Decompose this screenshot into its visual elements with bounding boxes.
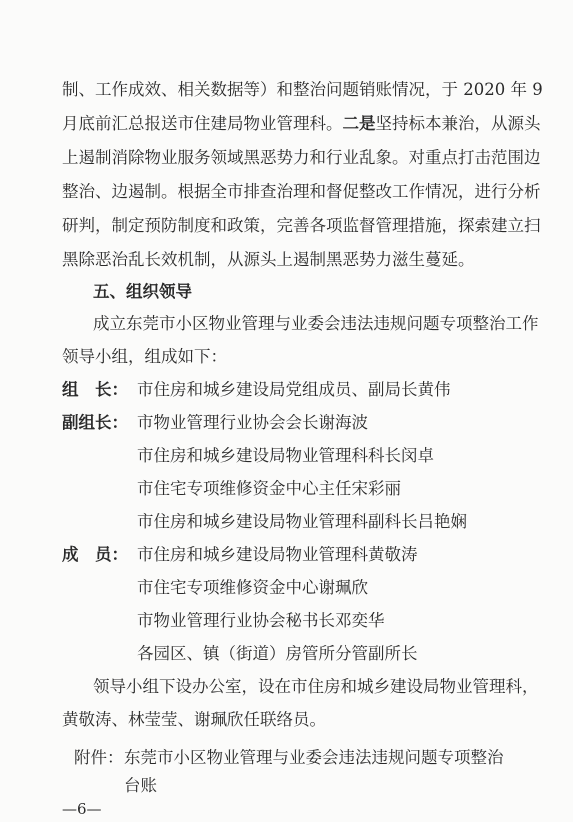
emphasis-text: 二是	[342, 114, 376, 133]
body-line: 制、工作成效、相关数据等）和整治问题销账情况，于 2020 年 9	[62, 80, 543, 99]
body-line: 成立东莞市小区物业管理与业委会违法违规问题专项整治工作	[93, 314, 539, 333]
body-line: 整治、边遏制。根据全市排查治理和督促整改工作情况，进行分析	[62, 182, 541, 201]
body-line: 黄敬涛、林莹莹、谢珮欣任联络员。	[62, 710, 326, 729]
body-line: 研判，制定预防制度和政策，完善各项监督管理措施，探索建立扫	[62, 216, 541, 235]
role-label-member: 成 员：	[62, 545, 128, 564]
body-line: 上遏制消除物业服务领域黑恶势力和行业乱象。对重点打击范围边	[62, 148, 541, 167]
role-label-deputy: 副组长：	[62, 413, 128, 432]
role-label-leader: 组 长：	[62, 380, 128, 399]
member-entry: 市物业管理行业协会会长谢海波	[137, 413, 368, 432]
body-text: 坚持标本兼治，从源头	[375, 114, 541, 133]
page-number: —6—	[62, 800, 102, 818]
body-line: 黑除恶治乱长效机制，从源头上遏制黑恶势力滋生蔓延。	[62, 250, 475, 269]
member-entry: 市物业管理行业协会秘书长邓奕华	[137, 611, 385, 630]
member-entry: 市住房和城乡建设局物业管理科科长闵卓	[137, 446, 434, 465]
body-line	[62, 114, 541, 134]
body-line: 领导小组下设办公室，设在市住房和城乡建设局物业管理科，	[93, 677, 539, 696]
attachment-label: 附件：	[74, 748, 124, 767]
member-entry: 市住宅专项维修资金中心谢珮欣	[137, 578, 368, 597]
member-entry: 市住房和城乡建设局物业管理科黄敬涛	[137, 545, 418, 564]
member-entry: 市住房和城乡建设局物业管理科副科长吕艳娴	[137, 512, 467, 531]
section-heading: 五、组织领导	[93, 282, 192, 301]
member-entry: 各园区、镇（街道）房管所分管副所长	[137, 644, 418, 663]
attachment-title-cont: 台账	[124, 776, 157, 795]
member-entry: 市住房和城乡建设局党组成员、副局长黄伟	[137, 380, 451, 399]
attachment-title: 东莞市小区物业管理与业委会违法违规问题专项整治	[124, 748, 504, 767]
member-entry: 市住宅专项维修资金中心主任宋彩丽	[137, 479, 401, 498]
body-text: 月底前汇总报送市住建局物业管理科。	[62, 114, 343, 133]
body-line: 领导小组，组成如下：	[62, 347, 227, 366]
